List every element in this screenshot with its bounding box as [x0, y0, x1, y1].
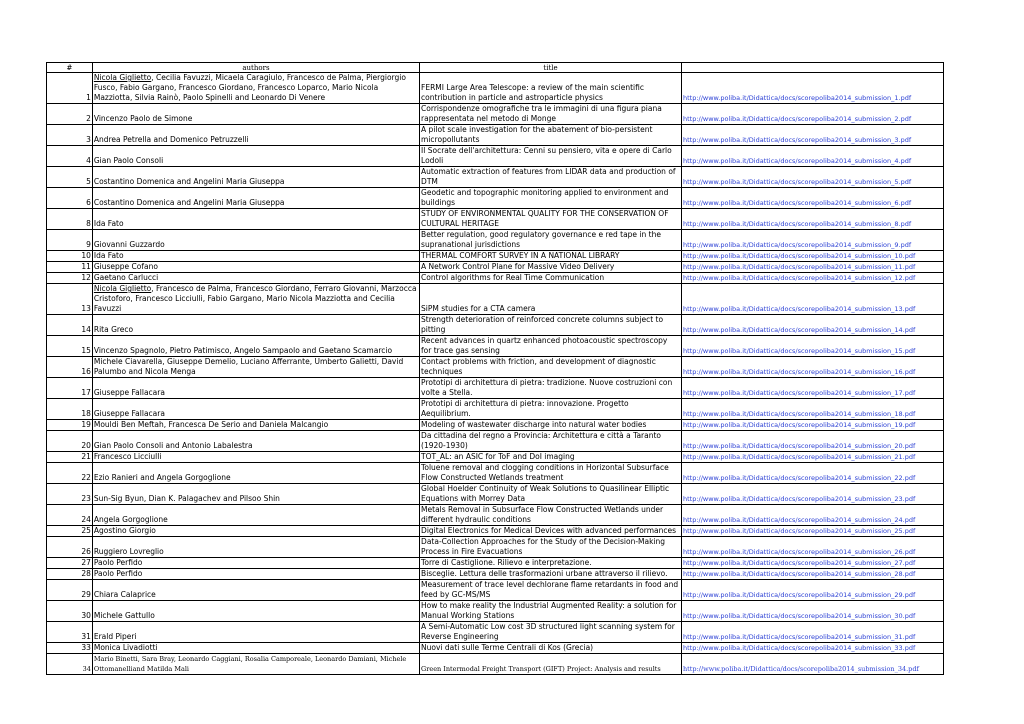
row-authors: [92, 601, 419, 622]
row-pdf-link[interactable]: http://www.poliba.it/Didattica/docs/scorepoliba2014_submission_34.pdf: [682, 654, 944, 675]
row-pdf-link[interactable]: http://www.poliba.it/Didattica/docs/scorepoliba2014_submission_18.pdf: [682, 399, 944, 420]
row-number: 22: [47, 463, 93, 484]
row-title: Metals Removal in Subsurface Flow Constructed Wetlands under different hydraulic conditions: [420, 505, 682, 526]
row-title: THERMAL COMFORT SURVEY IN A NATIONAL LIBRARY: [420, 251, 682, 262]
row-authors: [92, 262, 419, 273]
authors-text: Paolo Perfido: [93, 569, 143, 578]
row-title: Geodetic and topographic monitoring applied to environment and buildings: [420, 188, 682, 209]
table-row: [47, 558, 944, 569]
row-pdf-link[interactable]: http://www.poliba.it/Didattica/docs/scorepoliba2014_submission_31.pdf: [682, 622, 944, 643]
row-title: Data-Collection Approaches for the Study of the Decision-Making Process in Fire Evacuations: [420, 537, 682, 558]
row-authors: [92, 146, 419, 167]
row-authors: [92, 284, 419, 315]
row-title: Toluene removal and clogging conditions in Horizontal Subsurface Flow Constructed Wetlands treatment: [420, 463, 682, 484]
row-title: Nuovi dati sulle Terme Centrali di Kos (Grecia): [420, 643, 682, 654]
row-authors: [92, 580, 419, 601]
row-title: TOT_AL: an ASIC for ToF and DoI imaging: [420, 452, 682, 463]
row-number: 21: [47, 452, 93, 463]
row-pdf-link[interactable]: http://www.poliba.it/Didattica/docs/scorepoliba2014_submission_10.pdf: [682, 251, 944, 262]
row-number: 31: [47, 622, 93, 643]
authors-text: Michele Ciavarella, Giuseppe Demelio, Luciano Afferrante, Umberto Galietti, David Palumbo and Nicola Menga: [93, 357, 404, 376]
row-authors: [92, 209, 419, 230]
authors-text: Erald Piperi: [93, 632, 137, 641]
authors-text: Mouldi Ben Meftah, Francesca De Serio and Daniela Malcangio: [93, 420, 329, 429]
row-pdf-link[interactable]: http://www.poliba.it/Didattica/docs/scorepoliba2014_submission_28.pdf: [682, 569, 944, 580]
table-row: [47, 230, 944, 251]
row-title: A Network Control Plane for Massive Video Delivery: [420, 262, 682, 273]
table-row: [47, 463, 944, 484]
row-authors: [92, 104, 419, 125]
row-pdf-link[interactable]: http://www.poliba.it/Didattica/docs/scorepoliba2014_submission_21.pdf: [682, 452, 944, 463]
authors-text: Giovanni Guzzardo: [93, 240, 165, 249]
row-title: Contact problems with friction, and development of diagnostic techniques: [420, 357, 682, 378]
row-pdf-link[interactable]: http://www.poliba.it/Didattica/docs/scorepoliba2014_submission_26.pdf: [682, 537, 944, 558]
row-authors: [92, 526, 419, 537]
row-authors: [92, 622, 419, 643]
row-authors: [92, 463, 419, 484]
authors-text: Costantino Domenica and Angelini Maria Giuseppa: [93, 177, 285, 186]
row-title: Green Intermodal Freight Transport (GIFT) Project: Analysis and results: [420, 654, 682, 675]
authors-text: , Cecilia Favuzzi, Micaela Caragiulo, Francesco de Palma, Piergiorgio Fusco, Fabio Gargano, Francesco Giordano, Francesco Loparco, Mario Nicola Mazziotta, Silvia Rainò, Paolo Spinelli and Leonardo Di Venere: [93, 73, 406, 102]
row-title: Global Hoelder Continuity of Weak Solutions to Quasilinear Elliptic Equations with Morrey Data: [420, 484, 682, 505]
row-authors: [92, 452, 419, 463]
row-authors: [92, 505, 419, 526]
table-row: [47, 357, 944, 378]
header-title: title: [420, 63, 682, 73]
row-number: 27: [47, 558, 93, 569]
row-title: Prototipi di architettura di pietra: innovazione. Progetto Aequilibrium.: [420, 399, 682, 420]
row-pdf-link[interactable]: http://www.poliba.it/Didattica/docs/scorepoliba2014_submission_2.pdf: [682, 104, 944, 125]
authors-text: Giuseppe Fallacara: [93, 409, 165, 418]
row-title: Bisceglie. Lettura delle trasformazioni urbane attraverso il rilievo.: [420, 569, 682, 580]
row-pdf-link[interactable]: http://www.poliba.it/Didattica/docs/scorepoliba2014_submission_29.pdf: [682, 580, 944, 601]
row-title: Torre di Castiglione. Rilievo e interpretazione.: [420, 558, 682, 569]
row-authors: [92, 420, 419, 431]
authors-text: Gian Paolo Consoli and Antonio Labalestra: [93, 441, 253, 450]
table-row: [47, 336, 944, 357]
table-row: [47, 104, 944, 125]
authors-text: Agostino Giorgio: [93, 526, 156, 535]
authors-text: Ruggiero Lovreglio: [93, 547, 164, 556]
table-row: [47, 167, 944, 188]
row-authors: [92, 558, 419, 569]
row-title: Digital Electronics for Medical Devices with advanced performances: [420, 526, 682, 537]
row-number: 3: [47, 125, 93, 146]
row-title: Automatic extraction of features from LIDAR data and production of DTM: [420, 167, 682, 188]
row-title: Measurement of trace level dechlorane flame retardants in food and feed by GC-MS/MS: [420, 580, 682, 601]
row-title: Control algorithms for Real Time Communication: [420, 273, 682, 284]
row-number: 14: [47, 315, 93, 336]
row-number: 19: [47, 420, 93, 431]
row-authors: [92, 251, 419, 262]
row-title: SiPM studies for a CTA camera: [420, 284, 682, 315]
table-row: [47, 315, 944, 336]
row-pdf-link[interactable]: http://www.poliba.it/Didattica/docs/scorepoliba2014_submission_25.pdf: [682, 526, 944, 537]
row-pdf-link[interactable]: http://www.poliba.it/Didattica/docs/scorepoliba2014_submission_11.pdf: [682, 262, 944, 273]
row-number: 11: [47, 262, 93, 273]
row-number: 6: [47, 188, 93, 209]
table-row: [47, 209, 944, 230]
row-title: Strength deterioration of reinforced concrete columns subject to pitting: [420, 315, 682, 336]
row-authors: [92, 654, 419, 675]
row-number: 17: [47, 378, 93, 399]
table-row: [47, 580, 944, 601]
row-pdf-link[interactable]: http://www.poliba.it/Didattica/docs/scorepoliba2014_submission_20.pdf: [682, 431, 944, 452]
row-authors: [92, 643, 419, 654]
table-row: [47, 146, 944, 167]
row-authors: [92, 484, 419, 505]
row-title: Corrispondenze omografiche tra le immagini di una figura piana rappresentata nel metodo di Monge: [420, 104, 682, 125]
authors-text: Francesco Licciulli: [93, 452, 162, 461]
row-authors: [92, 230, 419, 251]
row-number: 33: [47, 643, 93, 654]
row-authors: [92, 273, 419, 284]
header-number: #: [47, 63, 93, 73]
authors-text: , Francesco de Palma, Francesco Giordano, Ferraro Giovanni, Marzocca Cristoforo, Francesco Licciulli, Fabio Gargano, Mario Nicola Mazziotta and Cecilia Favuzzi: [93, 284, 417, 313]
row-authors: [92, 537, 419, 558]
underlined-author: Nicola Giglietto: [93, 284, 152, 293]
authors-text: Chiara Calaprice: [93, 590, 156, 599]
table-row: [47, 484, 944, 505]
row-pdf-link[interactable]: http://www.poliba.it/Didattica/docs/scorepoliba2014_submission_19.pdf: [682, 420, 944, 431]
row-number: 20: [47, 431, 93, 452]
row-number: 16: [47, 357, 93, 378]
row-number: 23: [47, 484, 93, 505]
row-number: 29: [47, 580, 93, 601]
authors-text: Vincenzo Paolo de Simone: [93, 114, 193, 123]
table-row: [47, 431, 944, 452]
row-number: 34: [47, 654, 93, 675]
authors-text: Ida Fato: [93, 251, 124, 260]
header-authors: authors: [92, 63, 419, 73]
row-number: 10: [47, 251, 93, 262]
row-number: 15: [47, 336, 93, 357]
row-pdf-link[interactable]: http://www.poliba.it/Didattica/docs/scorepoliba2014_submission_3.pdf: [682, 125, 944, 146]
row-number: 13: [47, 284, 93, 315]
row-number: 9: [47, 230, 93, 251]
row-pdf-link[interactable]: http://www.poliba.it/Didattica/docs/scorepoliba2014_submission_27.pdf: [682, 558, 944, 569]
row-number: 28: [47, 569, 93, 580]
row-pdf-link[interactable]: http://www.poliba.it/Didattica/docs/scorepoliba2014_submission_14.pdf: [682, 315, 944, 336]
row-authors: [92, 431, 419, 452]
row-pdf-link[interactable]: http://www.poliba.it/Didattica/docs/scorepoliba2014_submission_6.pdf: [682, 188, 944, 209]
row-title: Prototipi di architettura di pietra: tradizione. Nuove costruzioni con volte a Stella.: [420, 378, 682, 399]
authors-text: Gaetano Carlucci: [93, 273, 159, 282]
row-number: 24: [47, 505, 93, 526]
row-title: Recent advances in quartz enhanced photoacoustic spectroscopy for trace gas sensing: [420, 336, 682, 357]
row-number: 18: [47, 399, 93, 420]
table-row: [47, 73, 944, 104]
header-row: [47, 63, 944, 73]
authors-text: Paolo Perfido: [93, 558, 143, 567]
authors-text: Gian Paolo Consoli: [93, 156, 164, 165]
submissions-table: [46, 62, 944, 675]
table-row: [47, 399, 944, 420]
table-row: [47, 601, 944, 622]
row-pdf-link[interactable]: http://www.poliba.it/Didattica/docs/scorepoliba2014_submission_17.pdf: [682, 378, 944, 399]
row-number: 26: [47, 537, 93, 558]
row-title: A pilot scale investigation for the abatement of bio-persistent micropollutants: [420, 125, 682, 146]
authors-text: Ezio Ranieri and Angela Gorgoglione: [93, 473, 231, 482]
row-authors: [92, 399, 419, 420]
table-row: [47, 420, 944, 431]
table-row: [47, 284, 944, 315]
row-pdf-link[interactable]: http://www.poliba.it/Didattica/docs/scorepoliba2014_submission_5.pdf: [682, 167, 944, 188]
table-row: [47, 622, 944, 643]
row-title: Il Socrate dell'architettura: Cenni su pensiero, vita e opere di Carlo Lodoli: [420, 146, 682, 167]
table-row: [47, 452, 944, 463]
table-row: [47, 125, 944, 146]
row-pdf-link[interactable]: http://www.poliba.it/Didattica/docs/scorepoliba2014_submission_23.pdf: [682, 484, 944, 505]
row-pdf-link[interactable]: http://www.poliba.it/Didattica/docs/scorepoliba2014_submission_30.pdf: [682, 601, 944, 622]
row-number: 1: [47, 73, 93, 104]
row-title: Modeling of wastewater discharge into natural water bodies: [420, 420, 682, 431]
authors-text: Andrea Petrella and Domenico Petruzzelli: [93, 135, 249, 144]
table-row: [47, 654, 944, 675]
row-pdf-link[interactable]: http://www.poliba.it/Didattica/docs/scorepoliba2014_submission_24.pdf: [682, 505, 944, 526]
row-title: FERMI Large Area Telescope: a review of the main scientific contribution in particle and astroparticle physics: [420, 73, 682, 104]
row-pdf-link[interactable]: http://www.poliba.it/Didattica/docs/scorepoliba2014_submission_8.pdf: [682, 209, 944, 230]
authors-text: Giuseppe Cofano: [93, 262, 158, 271]
header-url: [682, 63, 944, 73]
row-pdf-link[interactable]: http://www.poliba.it/Didattica/docs/scorepoliba2014_submission_12.pdf: [682, 273, 944, 284]
table-row: [47, 273, 944, 284]
table-row: [47, 643, 944, 654]
row-authors: [92, 378, 419, 399]
row-pdf-link[interactable]: http://www.poliba.it/Didattica/docs/scorepoliba2014_submission_33.pdf: [682, 643, 944, 654]
row-number: 12: [47, 273, 93, 284]
table-row: [47, 526, 944, 537]
row-authors: [92, 336, 419, 357]
row-number: 4: [47, 146, 93, 167]
authors-text: Monica Livadiotti: [93, 643, 158, 652]
row-pdf-link[interactable]: http://www.poliba.it/Didattica/docs/scorepoliba2014_submission_22.pdf: [682, 463, 944, 484]
authors-text: Sun-Sig Byun, Dian K. Palagachev and Pilsoo Shin: [93, 494, 280, 503]
authors-text: Michele Gattullo: [93, 611, 155, 620]
table-row: [47, 505, 944, 526]
authors-text: Angela Gorgoglione: [93, 515, 168, 524]
row-number: 8: [47, 209, 93, 230]
row-pdf-link[interactable]: http://www.poliba.it/Didattica/docs/scorepoliba2014_submission_16.pdf: [682, 357, 944, 378]
row-title: A Semi-Automatic Low cost 3D structured light scanning system for Reverse Engineering: [420, 622, 682, 643]
row-authors: [92, 125, 419, 146]
row-authors: [92, 167, 419, 188]
row-number: 25: [47, 526, 93, 537]
row-authors: [92, 357, 419, 378]
table-row: [47, 262, 944, 273]
row-authors: [92, 188, 419, 209]
row-title: Da cittadina del regno a Provincia: Architettura e città a Taranto (1920-1930): [420, 431, 682, 452]
row-authors: [92, 569, 419, 580]
row-pdf-link[interactable]: http://www.poliba.it/Didattica/docs/scorepoliba2014_submission_1.pdf: [682, 73, 944, 104]
authors-text: Rita Greco: [93, 325, 134, 334]
table-row: [47, 569, 944, 580]
row-number: 30: [47, 601, 93, 622]
authors-text: Mario Binetti, Sara Bray, Leonardo Caggiani, Rosalia Camporeale, Leonardo Damiani, Michele Ottomanelliand Matilda Mali: [93, 655, 407, 673]
table-row: [47, 537, 944, 558]
row-pdf-link[interactable]: http://www.poliba.it/Didattica/docs/scorepoliba2014_submission_4.pdf: [682, 146, 944, 167]
row-title: Better regulation, good regulatory governance e red tape in the supranational jurisdictions: [420, 230, 682, 251]
row-number: 2: [47, 104, 93, 125]
table-row: [47, 188, 944, 209]
table-row: [47, 378, 944, 399]
row-pdf-link[interactable]: http://www.poliba.it/Didattica/docs/scorepoliba2014_submission_9.pdf: [682, 230, 944, 251]
authors-text: Vincenzo Spagnolo, Pietro Patimisco, Angelo Sampaolo and Gaetano Scamarcio: [93, 346, 393, 355]
row-title: STUDY OF ENVIRONMENTAL QUALITY FOR THE CONSERVATION OF CULTURAL HERITAGE: [420, 209, 682, 230]
row-authors: [92, 315, 419, 336]
authors-text: Costantino Domenica and Angelini Maria Giuseppa: [93, 198, 285, 207]
underlined-author: Nicola Giglietto: [93, 73, 152, 82]
authors-text: Giuseppe Fallacara: [93, 388, 165, 397]
row-number: 5: [47, 167, 93, 188]
row-pdf-link[interactable]: http://www.poliba.it/Didattica/docs/scorepoliba2014_submission_15.pdf: [682, 336, 944, 357]
authors-text: Ida Fato: [93, 219, 124, 228]
row-authors: [92, 73, 419, 104]
row-pdf-link[interactable]: http://www.poliba.it/Didattica/docs/scorepoliba2014_submission_13.pdf: [682, 284, 944, 315]
table-row: [47, 251, 944, 262]
row-title: How to make reality the Industrial Augmented Reality: a solution for Manual Working Stations: [420, 601, 682, 622]
